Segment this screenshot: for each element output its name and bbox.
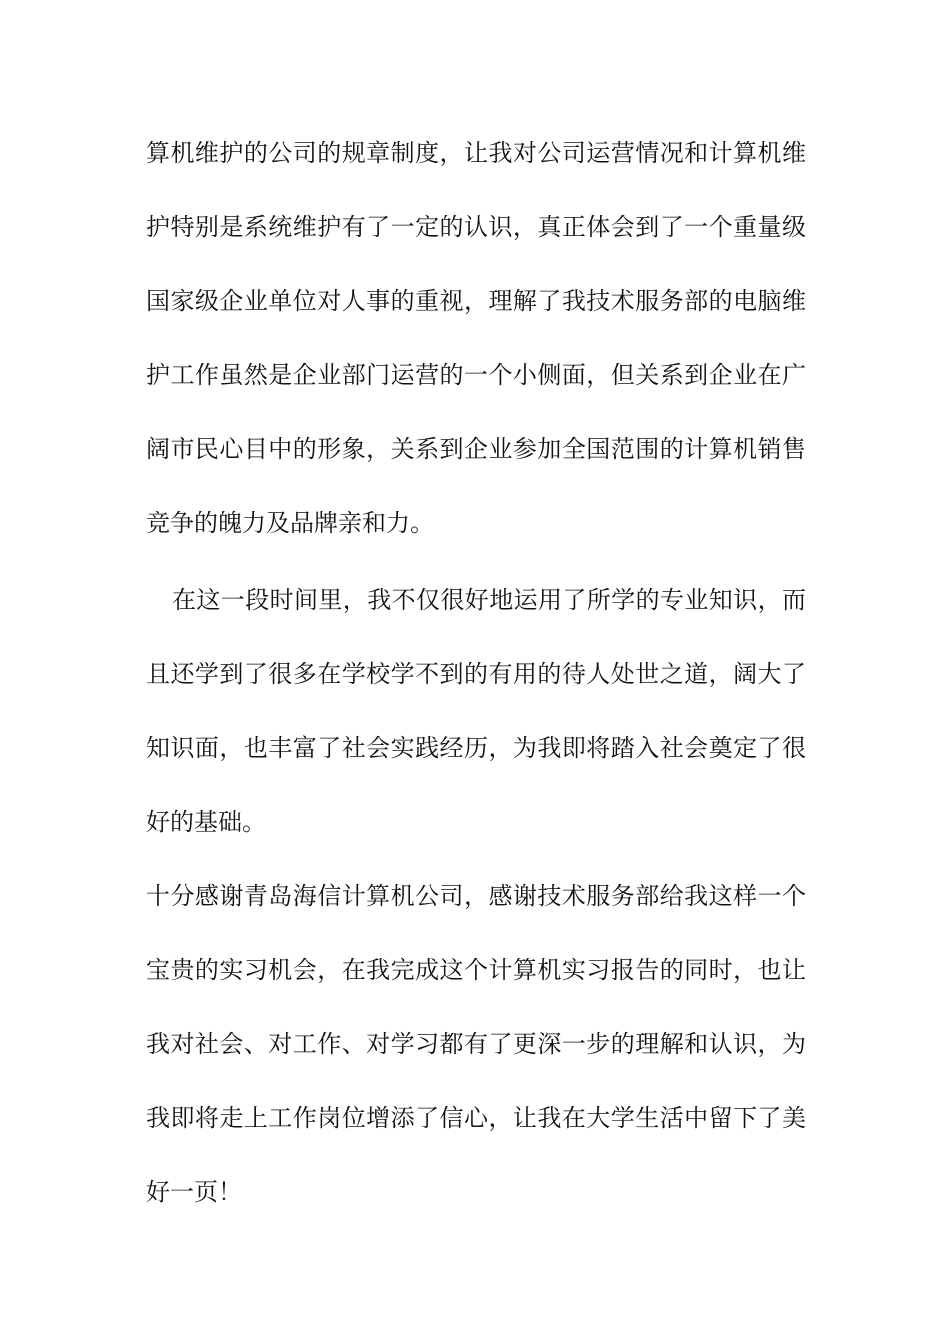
text-line: 知识面，也丰富了社会实践经历，为我即将踏入社会奠定了很 — [146, 734, 806, 762]
text-line: 且还学到了很多在学校学不到的有用的待人处世之道，阔大了 — [146, 660, 806, 688]
text-line: 十分感谢青岛海信计算机公司，感谢技术服务部给我这样一个 — [146, 882, 806, 910]
text-line: 在这一段时间里，我不仅很好地运用了所学的专业知识，而 — [172, 586, 806, 614]
text-line: 护特别是系统维护有了一定的认识，真正体会到了一个重量级 — [146, 213, 806, 241]
text-line: 算机维护的公司的规章制度，让我对公司运营情况和计算机维 — [146, 139, 806, 167]
text-line: 宝贵的实习机会，在我完成这个计算机实习报告的同时，也让 — [146, 956, 806, 984]
text-line: 好一页！ — [146, 1178, 242, 1206]
text-line: 国家级企业单位对人事的重视，理解了我技术服务部的电脑维 — [146, 287, 806, 315]
text-line: 护工作虽然是企业部门运营的一个小侧面，但关系到企业在广 — [146, 361, 806, 389]
text-line: 竞争的魄力及品牌亲和力。 — [146, 509, 434, 537]
text-line: 我对社会、对工作、对学习都有了更深一步的理解和认识，为 — [146, 1030, 806, 1058]
text-line: 我即将走上工作岗位增添了信心，让我在大学生活中留下了美 — [146, 1104, 806, 1132]
text-line: 阔市民心目中的形象，关系到企业参加全国范围的计算机销售 — [146, 435, 806, 463]
text-line: 好的基础。 — [146, 808, 266, 836]
